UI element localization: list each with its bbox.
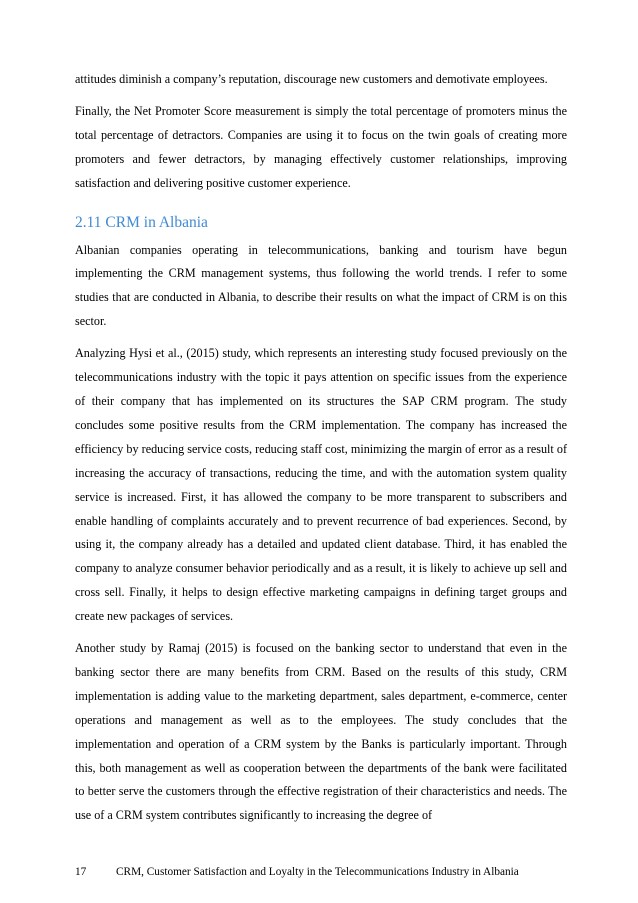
paragraph-net-promoter: Finally, the Net Promoter Score measurement is simply the total percentage of promoters minus the total percentage of detractors. Companies are using it to focus on the twin goals of creating more promoters and fewer detractors, by managing effectively customer relationships, improving satisfaction and delivering positive customer experience. — [75, 103, 567, 190]
paragraph-continued: attitudes diminish a company’s reputation, discourage new customers and demotivate employees. — [75, 72, 548, 86]
section-heading: 2.11 CRM in Albania — [75, 213, 208, 231]
paragraph-ramaj-study: Another study by Ramaj (2015) is focused on the banking sector to understand that even in the banking sector there are many benefits from CRM. Based on the results of this study, CRM implementation is adding value to the marketing department, sales department, e-commerce, center operations and management as well as to the employees. The study concludes that the implementation and operation of a CRM system by the Banks is particularly important. Through this, both management as well as cooperation between the departments of the bank were facilitated to better serve the customers through the effective registration of their characteristics and needs. The use of a CRM system contributes significantly to increasing the degree of — [75, 641, 567, 823]
page-body — [75, 68, 567, 836]
paragraph-hysi-study: Analyzing Hysi et al., (2015) study, which represents an interesting study focused previously on the telecommunications industry with the topic it pays attention on specific issues from the experience of their company that has implemented on its structures the SAP CRM program. The study concludes some positive results from the CRM implementation. The company has increased the efficiency by reducing service costs, reducing staff cost, minimizing the margin of error as a result of increasing the accuracy of transactions, reducing the time, and with the automation system quality service is increased. First, it has allowed the company to be more transparent to subscribers and enable handling of complaints accurately and to prevent recurrence of bad experiences. Second, by using it, the company already has a detailed and updated client database. Third, it has enabled the company to analyze consumer behavior periodically and as a result, it is likely to achieve up sell and cross sell. Finally, it helps to design effective marketing campaigns in defining target groups and create new packages of services. — [75, 346, 567, 624]
paragraph-albanian-companies: Albanian companies operating in telecommunications, banking and tourism have begun implementing the CRM management systems, thus following the world trends. I refer to some studies that are conducted in Albania, to describe their results on what the impact of CRM is on this sector. — [75, 242, 567, 329]
page-number: 17 — [75, 866, 87, 878]
page-footer — [75, 865, 567, 879]
running-title: CRM, Customer Satisfaction and Loyalty in the Telecommunications Industry in Albania — [116, 866, 519, 878]
